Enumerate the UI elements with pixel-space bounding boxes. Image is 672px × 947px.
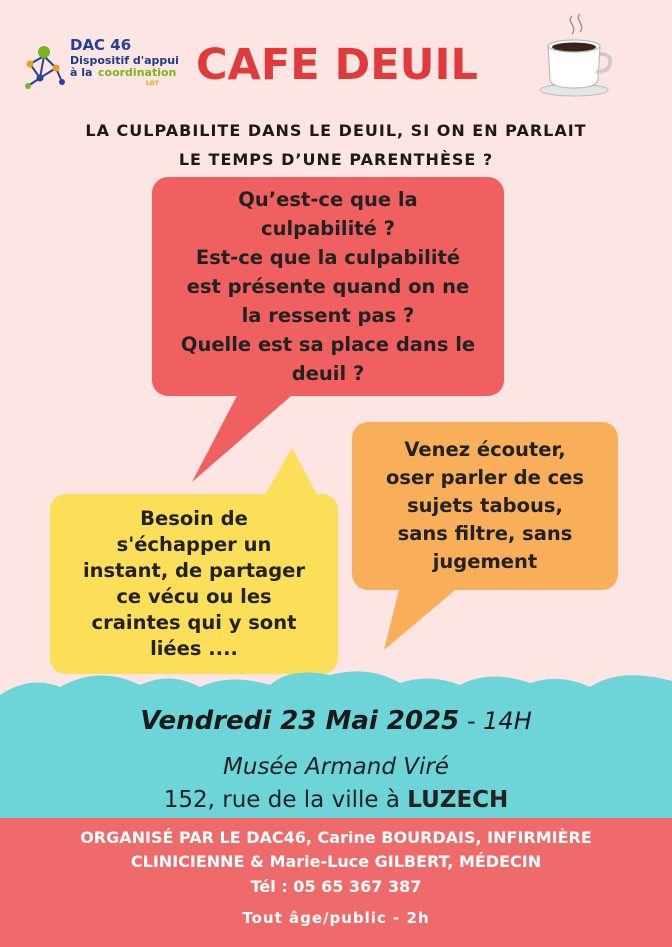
event-time: - 14H [459,707,532,735]
subtitle-line-1: LA CULPABILITE DANS LE DEUIL, SI ON EN PARLAIT [85,121,587,140]
logo-tag: LOT [146,80,159,87]
bubble-orange-text: Venez écouter, oser parler de ces sujets tabous, sans filtre, sans jugement [385,438,585,573]
event-date-line [0,706,672,736]
logo-line-3: coordination [98,66,177,79]
event-date: Vendredi 23 Mai 2025 [140,706,460,736]
phone-number: Tél : 05 65 367 387 [250,877,422,896]
speech-bubble-yellow [50,494,338,674]
yellow-bubble-tail [262,448,320,500]
organizer-line-1: ORGANISÉ PAR LE DAC46, Carine BOURDAIS, INFIRMIÈRE [80,828,592,847]
subtitle-line-2: LE TEMPS D’UNE PARENTHÈSE ? [178,150,494,169]
orange-bubble-tail [384,586,460,650]
bubble-red-text: Qu’est-ce que la culpabilité ? Est-ce que la culpabilité est présente quand on ne la ressent pas ? Quelle est sa place dans le deuil ? [180,188,476,385]
bubble-yellow-text: Besoin de s'échapper un instant, de partager ce vécu ou les craintes qui y sont liées .... [82,507,306,660]
logo-line-1: Dispositif d'appui [70,54,179,67]
organizer-line-2: CLINICIENNE & Marie-Luce GILBERT, MÉDECIN [130,852,542,871]
logo-line-2: à la [70,66,93,79]
page-title: CAFE DEUIL [196,40,478,90]
event-venue: Musée Armand Viré [223,754,449,780]
speech-bubble-orange [352,422,618,590]
event-address: 152, rue de la ville à [163,787,408,813]
event-address-line [0,787,672,813]
speech-bubble-red [152,177,504,396]
logo-name: DAC 46 [70,36,132,54]
event-city: LUZECH [407,787,509,813]
audience-duration: Tout âge/public - 2h [242,909,430,927]
